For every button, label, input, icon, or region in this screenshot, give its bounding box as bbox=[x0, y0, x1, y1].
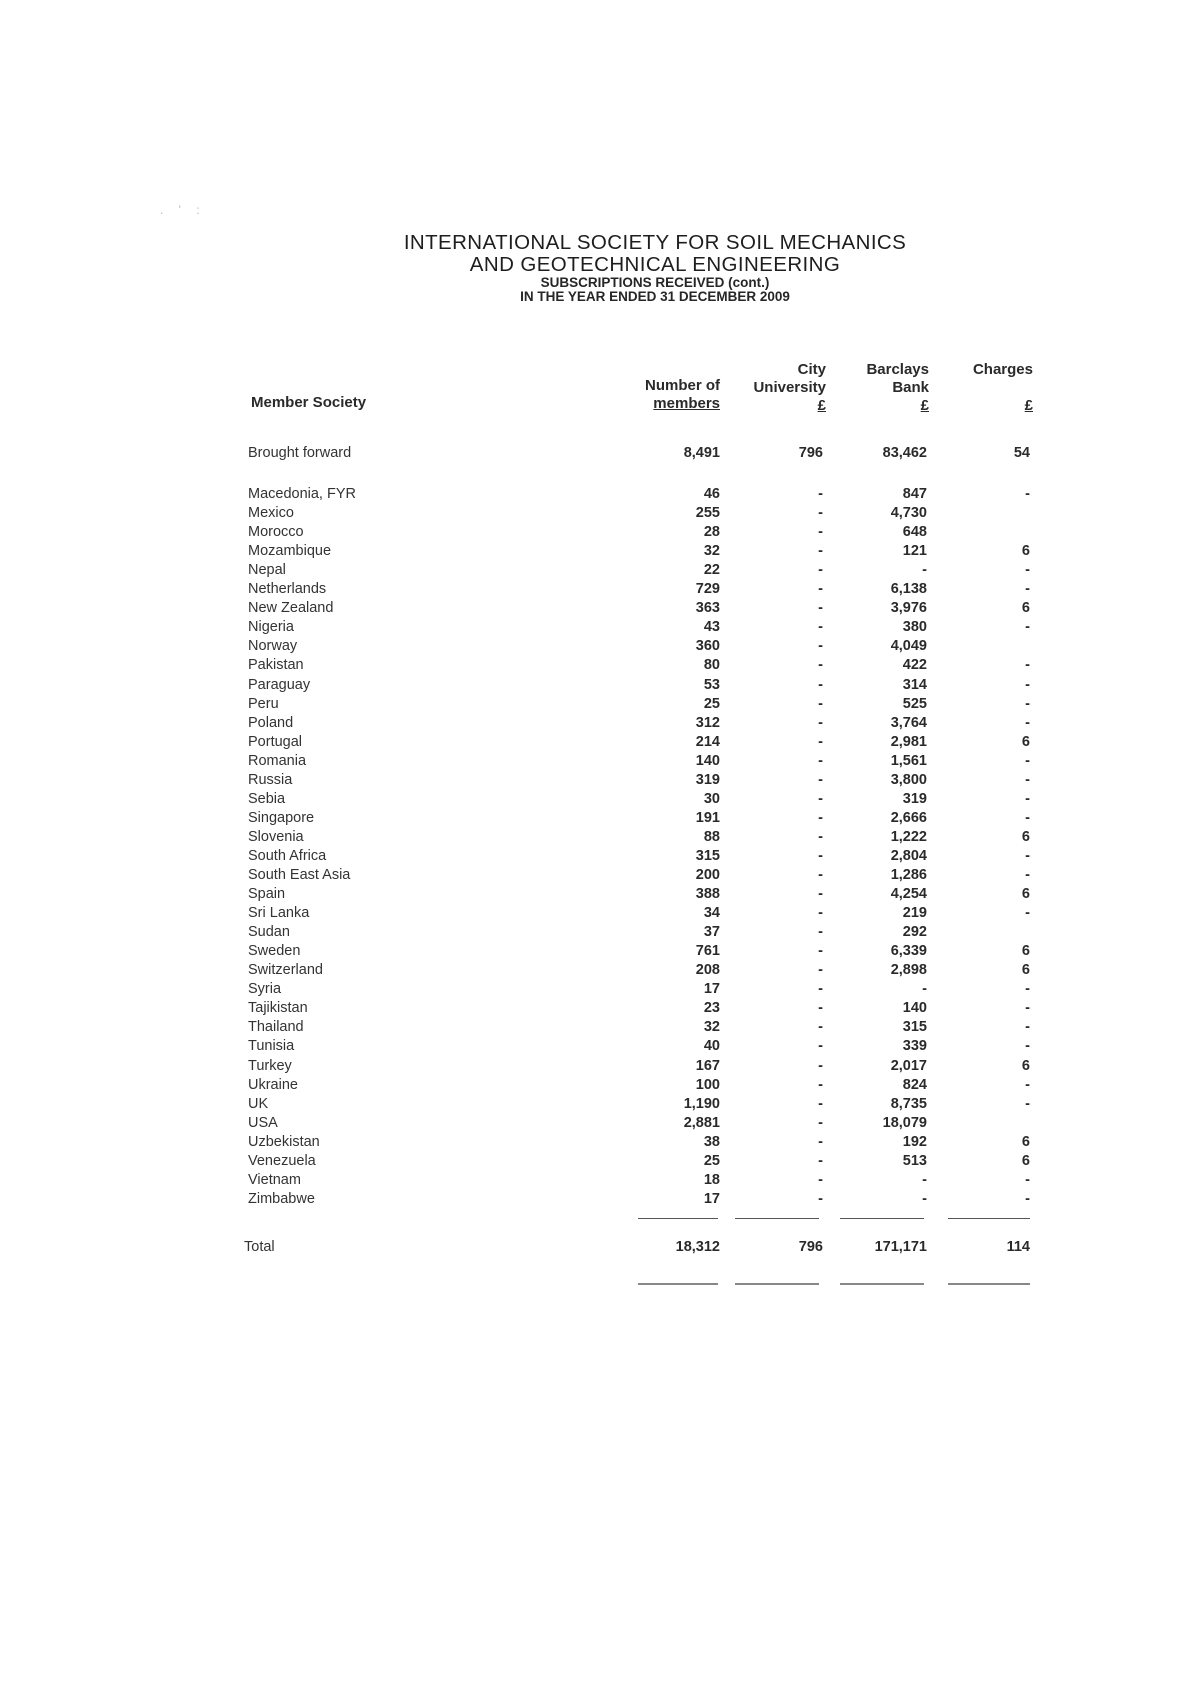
barclays-bank-amount: 525 bbox=[902, 695, 927, 712]
header-barclays-line2: Bank bbox=[892, 379, 929, 396]
members-count: 100 bbox=[695, 1076, 720, 1093]
barclays-bank-amount: 3,976 bbox=[890, 600, 927, 617]
total-members: 18,312 bbox=[675, 1239, 720, 1255]
table-row bbox=[0, 637, 1197, 656]
table-row bbox=[0, 1057, 1197, 1076]
city-university-amount: - bbox=[818, 771, 823, 788]
barclays-bank-amount: 4,049 bbox=[890, 638, 927, 655]
charges-amount: 6 bbox=[1021, 600, 1030, 617]
city-university-amount: - bbox=[818, 905, 823, 922]
rule-barclays-bottom bbox=[840, 1283, 924, 1285]
city-university-amount: - bbox=[818, 733, 823, 750]
members-count: 208 bbox=[695, 962, 720, 979]
header-barclays-unit: £ bbox=[920, 397, 929, 414]
society-name: Sudan bbox=[248, 924, 290, 941]
society-name: Singapore bbox=[248, 809, 315, 826]
header-city-line1: City bbox=[797, 361, 826, 378]
society-name: Portugal bbox=[248, 733, 303, 750]
society-name: Paraguay bbox=[248, 676, 311, 693]
barclays-bank-amount: 1,286 bbox=[890, 867, 927, 883]
barclays-bank-amount: 648 bbox=[902, 524, 927, 541]
table-row bbox=[0, 752, 1197, 771]
header-members-line1: Number of bbox=[645, 377, 720, 394]
society-name: Sweden bbox=[248, 943, 301, 960]
city-university-amount: - bbox=[818, 638, 823, 655]
members-count: 25 bbox=[703, 695, 720, 712]
city-university-amount: - bbox=[818, 1057, 823, 1074]
members-count: 363 bbox=[695, 600, 720, 617]
society-name: Peru bbox=[248, 695, 279, 712]
table-row bbox=[0, 1152, 1197, 1171]
charges-amount: - bbox=[1025, 1076, 1030, 1093]
members-count: 43 bbox=[703, 619, 720, 636]
title-line-3: SUBSCRIPTIONS RECEIVED (cont.) bbox=[540, 275, 770, 290]
members-count: 40 bbox=[703, 1038, 720, 1055]
society-name: Poland bbox=[248, 714, 294, 731]
city-university-amount: - bbox=[818, 562, 823, 579]
city-university-amount: - bbox=[818, 657, 823, 674]
header-charges-unit: £ bbox=[1024, 397, 1033, 414]
society-name: Norway bbox=[248, 638, 298, 655]
table-row bbox=[0, 1018, 1197, 1037]
members-count: 761 bbox=[695, 943, 720, 960]
city-university-amount: - bbox=[818, 619, 823, 636]
members-count: 360 bbox=[695, 638, 720, 655]
total-charges: 114 bbox=[1006, 1239, 1030, 1255]
society-name: Zimbabwe bbox=[248, 1190, 315, 1207]
charges-amount: 6 bbox=[1021, 943, 1030, 960]
table-row bbox=[0, 999, 1197, 1018]
society-name: Thailand bbox=[248, 1019, 304, 1036]
table-row bbox=[0, 580, 1197, 599]
rule-members-top bbox=[638, 1218, 718, 1219]
society-name: Nigeria bbox=[248, 619, 294, 636]
charges-amount: - bbox=[1025, 562, 1030, 579]
rule-barclays-top bbox=[840, 1218, 924, 1219]
society-name: Romania bbox=[248, 752, 307, 769]
society-name: Netherlands bbox=[248, 581, 327, 598]
city-university-amount: - bbox=[818, 505, 823, 522]
city-university-amount: - bbox=[818, 962, 823, 979]
barclays-bank-amount: - bbox=[922, 1171, 927, 1188]
charges-amount: - bbox=[1025, 1190, 1030, 1207]
society-name: South Africa bbox=[248, 847, 327, 864]
city-university-amount: - bbox=[818, 867, 823, 883]
charges-amount: - bbox=[1025, 1000, 1030, 1017]
table-row bbox=[0, 1076, 1197, 1095]
rule-city-top bbox=[735, 1218, 819, 1219]
barclays-bank-amount: 121 bbox=[902, 543, 927, 560]
rule-members-bottom bbox=[638, 1283, 718, 1285]
table-row bbox=[0, 1095, 1197, 1114]
members-count: 312 bbox=[695, 714, 720, 731]
table-row bbox=[0, 695, 1197, 714]
table-row bbox=[0, 656, 1197, 675]
barclays-bank-amount: 847 bbox=[902, 486, 927, 502]
society-name: Ukraine bbox=[248, 1076, 298, 1093]
members-count: 388 bbox=[695, 886, 720, 903]
society-name: Sebia bbox=[248, 790, 286, 807]
barclays-bank-amount: 3,800 bbox=[890, 771, 927, 788]
city-university-amount: - bbox=[818, 1000, 823, 1017]
charges-amount: - bbox=[1025, 847, 1030, 864]
charges-amount: - bbox=[1025, 790, 1030, 807]
city-university-amount: - bbox=[818, 1038, 823, 1055]
charges-amount: 6 bbox=[1021, 828, 1030, 845]
city-university-amount: - bbox=[818, 828, 823, 845]
members-count: 200 bbox=[695, 867, 720, 883]
title-line-1: INTERNATIONAL SOCIETY FOR SOIL MECHANICS bbox=[403, 231, 907, 254]
members-count: 88 bbox=[703, 828, 720, 845]
members-count: 17 bbox=[703, 1190, 720, 1207]
barclays-bank-amount: 2,666 bbox=[890, 809, 927, 826]
barclays-bank-amount: - bbox=[922, 1190, 927, 1207]
society-name: Tunisia bbox=[248, 1038, 295, 1055]
members-count: 214 bbox=[695, 733, 720, 750]
header-charges bbox=[973, 361, 1033, 415]
city-university-amount: - bbox=[818, 1076, 823, 1093]
header-barclays-bank bbox=[866, 361, 929, 415]
document-title bbox=[0, 232, 1197, 304]
table-row bbox=[0, 790, 1197, 809]
city-university-amount: - bbox=[818, 886, 823, 903]
barclays-bank-amount: 315 bbox=[902, 1019, 927, 1036]
brought-forward-city: 796 bbox=[798, 445, 823, 461]
city-university-amount: - bbox=[818, 981, 823, 998]
table-row bbox=[0, 1037, 1197, 1056]
header-city-university bbox=[753, 361, 826, 415]
members-count: 80 bbox=[703, 657, 720, 674]
city-university-amount: - bbox=[818, 714, 823, 731]
members-count: 729 bbox=[695, 581, 720, 598]
barclays-bank-amount: 1,561 bbox=[890, 752, 927, 769]
members-count: 53 bbox=[703, 676, 720, 693]
barclays-bank-amount: 219 bbox=[902, 905, 927, 922]
table-row bbox=[0, 828, 1197, 847]
brought-forward-charges: 54 bbox=[1013, 445, 1030, 461]
charges-amount: - bbox=[1025, 809, 1030, 826]
society-name: USA bbox=[248, 1114, 278, 1131]
charges-amount: - bbox=[1025, 676, 1030, 693]
city-university-amount: - bbox=[818, 1114, 823, 1131]
society-name: Spain bbox=[248, 886, 286, 903]
charges-amount: 6 bbox=[1021, 1057, 1030, 1074]
barclays-bank-amount: 292 bbox=[902, 924, 927, 941]
society-name: Russia bbox=[248, 771, 293, 788]
barclays-bank-amount: 2,981 bbox=[890, 733, 927, 750]
members-count: 32 bbox=[703, 543, 720, 560]
city-university-amount: - bbox=[818, 752, 823, 769]
barclays-bank-amount: 319 bbox=[902, 790, 927, 807]
society-name: Uzbekistan bbox=[248, 1133, 320, 1150]
members-count: 315 bbox=[695, 847, 720, 864]
charges-amount: - bbox=[1025, 714, 1030, 731]
barclays-bank-amount: 8,735 bbox=[890, 1095, 927, 1112]
society-name: Syria bbox=[248, 981, 282, 998]
members-count: 28 bbox=[703, 524, 720, 541]
city-university-amount: - bbox=[818, 809, 823, 826]
members-count: 167 bbox=[695, 1057, 720, 1074]
members-count: 255 bbox=[695, 505, 720, 522]
members-count: 30 bbox=[703, 790, 720, 807]
members-count: 191 bbox=[695, 809, 720, 826]
table-row bbox=[0, 904, 1197, 923]
members-count: 140 bbox=[695, 752, 720, 769]
city-university-amount: - bbox=[818, 1190, 823, 1207]
charges-amount: - bbox=[1025, 619, 1030, 636]
city-university-amount: - bbox=[818, 524, 823, 541]
members-count: 22 bbox=[703, 562, 720, 579]
city-university-amount: - bbox=[818, 847, 823, 864]
city-university-amount: - bbox=[818, 543, 823, 560]
table-row bbox=[0, 504, 1197, 523]
members-count: 38 bbox=[703, 1133, 720, 1150]
society-name: Morocco bbox=[248, 524, 304, 541]
table-row bbox=[0, 485, 1197, 504]
members-count: 37 bbox=[703, 924, 720, 941]
title-line-4: IN THE YEAR ENDED 31 DECEMBER 2009 bbox=[520, 289, 790, 304]
table-row bbox=[0, 923, 1197, 942]
barclays-bank-amount: 2,017 bbox=[890, 1057, 927, 1074]
charges-amount: - bbox=[1025, 771, 1030, 788]
city-university-amount: - bbox=[818, 790, 823, 807]
charges-amount: - bbox=[1025, 1095, 1030, 1112]
header-barclays-line1: Barclays bbox=[866, 361, 929, 378]
table-row bbox=[0, 771, 1197, 790]
city-university-amount: - bbox=[818, 695, 823, 712]
table-row bbox=[0, 1114, 1197, 1133]
table-row bbox=[0, 1171, 1197, 1190]
rule-city-bottom bbox=[735, 1283, 819, 1285]
society-name: Slovenia bbox=[248, 828, 304, 845]
barclays-bank-amount: 2,898 bbox=[890, 962, 927, 979]
barclays-bank-amount: 3,764 bbox=[890, 714, 927, 731]
barclays-bank-amount: 380 bbox=[902, 619, 927, 636]
rule-charges-top bbox=[948, 1218, 1030, 1219]
society-name: Nepal bbox=[248, 562, 286, 579]
society-name: Mexico bbox=[248, 505, 294, 522]
society-name: New Zealand bbox=[248, 600, 334, 617]
society-name: Turkey bbox=[248, 1057, 292, 1074]
barclays-bank-amount: 6,339 bbox=[890, 943, 927, 960]
city-university-amount: - bbox=[818, 1152, 823, 1169]
title-line-2: AND GEOTECHNICAL ENGINEERING bbox=[469, 253, 841, 276]
members-count: 1,190 bbox=[683, 1095, 720, 1112]
charges-amount: - bbox=[1025, 486, 1030, 502]
table-row bbox=[0, 961, 1197, 980]
society-name: Macedonia, FYR bbox=[248, 486, 356, 502]
total-city: 796 bbox=[798, 1239, 823, 1255]
header-city-line2: University bbox=[753, 379, 826, 396]
charges-amount: 6 bbox=[1021, 733, 1030, 750]
barclays-bank-amount: 422 bbox=[902, 657, 927, 674]
table-row bbox=[0, 676, 1197, 695]
barclays-bank-amount: - bbox=[922, 981, 927, 998]
barclays-bank-amount: 339 bbox=[902, 1038, 927, 1055]
members-count: 32 bbox=[703, 1019, 720, 1036]
table-row bbox=[0, 714, 1197, 733]
city-university-amount: - bbox=[818, 1019, 823, 1036]
table-row bbox=[0, 618, 1197, 637]
table-row bbox=[0, 809, 1197, 828]
header-city-unit: £ bbox=[817, 397, 826, 414]
society-name: South East Asia bbox=[248, 867, 351, 883]
society-name: Sri Lanka bbox=[248, 905, 310, 922]
charges-amount: - bbox=[1025, 981, 1030, 998]
charges-amount: - bbox=[1025, 905, 1030, 922]
barclays-bank-amount: 140 bbox=[902, 1000, 927, 1017]
rule-charges-bottom bbox=[948, 1283, 1030, 1285]
barclays-bank-amount: 513 bbox=[902, 1152, 927, 1169]
city-university-amount: - bbox=[818, 600, 823, 617]
table-row bbox=[0, 542, 1197, 561]
charges-amount: 6 bbox=[1021, 1152, 1030, 1169]
members-count: 18 bbox=[703, 1171, 720, 1188]
members-count: 34 bbox=[703, 905, 720, 922]
city-university-amount: - bbox=[818, 1171, 823, 1188]
barclays-bank-amount: 4,254 bbox=[890, 886, 927, 903]
charges-amount: 6 bbox=[1021, 886, 1030, 903]
society-name: UK bbox=[248, 1095, 269, 1112]
table-row bbox=[0, 866, 1197, 885]
barclays-bank-amount: 2,804 bbox=[890, 847, 927, 864]
city-university-amount: - bbox=[818, 1095, 823, 1112]
charges-amount: 6 bbox=[1021, 962, 1030, 979]
barclays-bank-amount: 192 bbox=[902, 1133, 927, 1150]
charges-amount: 6 bbox=[1021, 543, 1030, 560]
barclays-bank-amount: 4,730 bbox=[890, 505, 927, 522]
barclays-bank-amount: 6,138 bbox=[890, 581, 927, 598]
table-row bbox=[0, 847, 1197, 866]
barclays-bank-amount: 18,079 bbox=[882, 1114, 927, 1131]
header-members bbox=[645, 377, 720, 413]
members-count: 46 bbox=[703, 486, 720, 502]
total-row bbox=[0, 1238, 1197, 1257]
scan-marks: . ' : bbox=[160, 203, 206, 217]
barclays-bank-amount: 314 bbox=[902, 676, 927, 693]
society-name: Tajikistan bbox=[248, 1000, 308, 1017]
table-row bbox=[0, 942, 1197, 961]
barclays-bank-amount: - bbox=[922, 562, 927, 579]
members-count: 23 bbox=[703, 1000, 720, 1017]
table-row bbox=[0, 1190, 1197, 1209]
city-university-amount: - bbox=[818, 1133, 823, 1150]
header-charges-line1: Charges bbox=[972, 361, 1033, 378]
charges-amount: - bbox=[1025, 657, 1030, 674]
charges-amount: - bbox=[1025, 695, 1030, 712]
society-name: Vietnam bbox=[248, 1171, 301, 1188]
city-university-amount: - bbox=[818, 486, 823, 502]
charges-amount: - bbox=[1025, 1171, 1030, 1188]
table-row bbox=[0, 980, 1197, 999]
members-count: 17 bbox=[703, 981, 720, 998]
city-university-amount: - bbox=[818, 943, 823, 960]
charges-amount: - bbox=[1025, 581, 1030, 598]
charges-amount: - bbox=[1025, 1019, 1030, 1036]
table-row bbox=[0, 561, 1197, 580]
brought-forward-label: Brought forward bbox=[248, 445, 352, 461]
society-name: Pakistan bbox=[248, 657, 304, 674]
members-count: 319 bbox=[695, 771, 720, 788]
city-university-amount: - bbox=[818, 676, 823, 693]
header-member-society: Member Society bbox=[251, 394, 367, 411]
total-barclays: 171,171 bbox=[874, 1239, 927, 1255]
city-university-amount: - bbox=[818, 924, 823, 941]
city-university-amount: - bbox=[818, 581, 823, 598]
brought-forward-row bbox=[0, 444, 1197, 463]
society-name: Venezuela bbox=[248, 1152, 316, 1169]
barclays-bank-amount: 1,222 bbox=[890, 828, 927, 845]
table-row bbox=[0, 523, 1197, 542]
total-label: Total bbox=[244, 1239, 275, 1255]
brought-forward-members: 8,491 bbox=[683, 445, 720, 461]
brought-forward-barclays: 83,462 bbox=[882, 445, 927, 461]
society-name: Switzerland bbox=[248, 962, 323, 979]
table-row bbox=[0, 733, 1197, 752]
charges-amount: - bbox=[1025, 867, 1030, 883]
table-row bbox=[0, 1133, 1197, 1152]
charges-amount: 6 bbox=[1021, 1133, 1030, 1150]
table-row bbox=[0, 599, 1197, 618]
members-count: 2,881 bbox=[683, 1114, 720, 1131]
table-row bbox=[0, 885, 1197, 904]
members-count: 25 bbox=[703, 1152, 720, 1169]
charges-amount: - bbox=[1025, 752, 1030, 769]
charges-amount: - bbox=[1025, 1038, 1030, 1055]
header-members-line2: members bbox=[653, 395, 720, 412]
barclays-bank-amount: 824 bbox=[902, 1076, 927, 1093]
society-name: Mozambique bbox=[248, 543, 332, 560]
